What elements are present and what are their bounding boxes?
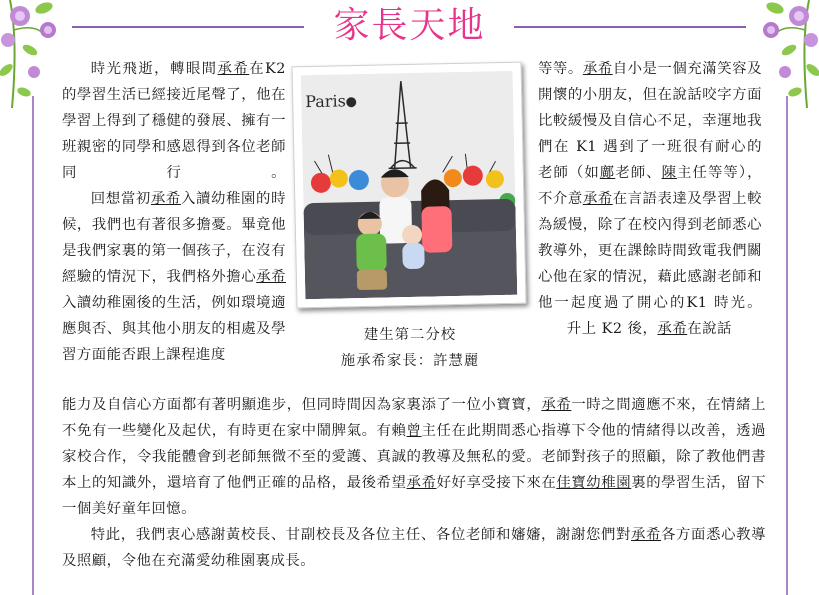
child-name: 承希 (657, 321, 688, 337)
child-name: 承希 (150, 191, 181, 207)
child-name: 承希 (631, 527, 662, 543)
child-name: 承希 (541, 397, 572, 413)
family-photo-illustration (301, 71, 518, 299)
left-paragraph-1: 時光飛逝，轉眼間承希在K2 的學習生活已經接近尾聲了，他在學習上得到了穩健的發展、擁有一班親密的同學和感恩得到各位老師同行。 (62, 61, 286, 181)
photo-caption (310, 322, 510, 374)
caption-author: 施承希家長：許慧麗 (340, 353, 480, 369)
flower-cluster-top-left-icon (0, 0, 70, 110)
bottom-paragraph-1: 能力及自信心方面都有著明顯進步，但同時間因為家裏添了一位小寶寶，承希一時之間適應不來，在情緒上不免有一些變化及起伏，有時更在家中鬧脾氣。有賴曾主任在此期間悉心指導下令他的情緒得以改善，透過家校合作，令我能體會到老師無微不至的愛護、真誠的教導及無私的愛。老師對孩子的照顧，除了教他們書本上的知識外，還培育了他們正確的品格，最後希望承希好好享受接下來在佳寶幼稚園裏的學習生活，留下一個美好童年回憶。 (62, 397, 766, 517)
page-title: 家長天地 (333, 5, 486, 46)
child-name: 承希 (406, 475, 437, 491)
school-name: 佳寶幼稚園 (556, 475, 632, 491)
child-name: 承希 (256, 269, 286, 285)
bottom-paragraph-2: 特此，我們衷心感謝黃校長、甘副校長及各位主任、各位老師和嬸嬸，謝謝您們對承希各方面悉心教導及照顧，令他在充滿愛幼稚園裏成長。 (62, 527, 766, 569)
frame-left-line (32, 96, 34, 595)
child-name: 承希 (582, 61, 613, 77)
teacher-surname: 陳 (661, 165, 678, 181)
right-paragraph-1: 等等。承希自小是一個充滿笑容及開懷的小朋友，但在說話咬字方面比較緩慢及自信心不足，幸運地我們在 K1 遇到了一班很有耐心的老師（如鄺老師、陳主任等等），不介意承希在言語表達及學習上較為緩慢，除了在校內得到老師悉心教導外，更在課餘時間致電我們關心他在家的情況，藉此感謝老師和他一起度過了開心的K1 時光。 (538, 61, 762, 311)
family-photo (291, 62, 526, 309)
right-paragraph-2: 升上 K2 後，承希在說話 (566, 321, 732, 337)
teacher-surname: 曾 (406, 423, 422, 439)
right-column (538, 56, 762, 342)
bottom-text (62, 392, 766, 574)
frame-right-line (786, 96, 788, 595)
caption-school: 建生第二分校 (363, 327, 457, 343)
family-photo-image (301, 71, 518, 299)
child-name: 承希 (217, 61, 250, 77)
left-column (62, 56, 286, 368)
child-name: 承希 (582, 191, 613, 207)
teacher-surname: 鄺 (599, 165, 616, 181)
left-paragraph-2: 回想當初承希入讀幼稚園的時候，我們也有著很多擔憂。畢竟他是我們家裏的第一個孩子，在沒有經驗的情況下，我們格外擔心承希入讀幼稚園後的生活，例如環境適應與否、與其他小朋友的相處及學習方面能否跟上課程進度 (62, 191, 286, 363)
photo-wall-text: Paris (305, 91, 346, 112)
